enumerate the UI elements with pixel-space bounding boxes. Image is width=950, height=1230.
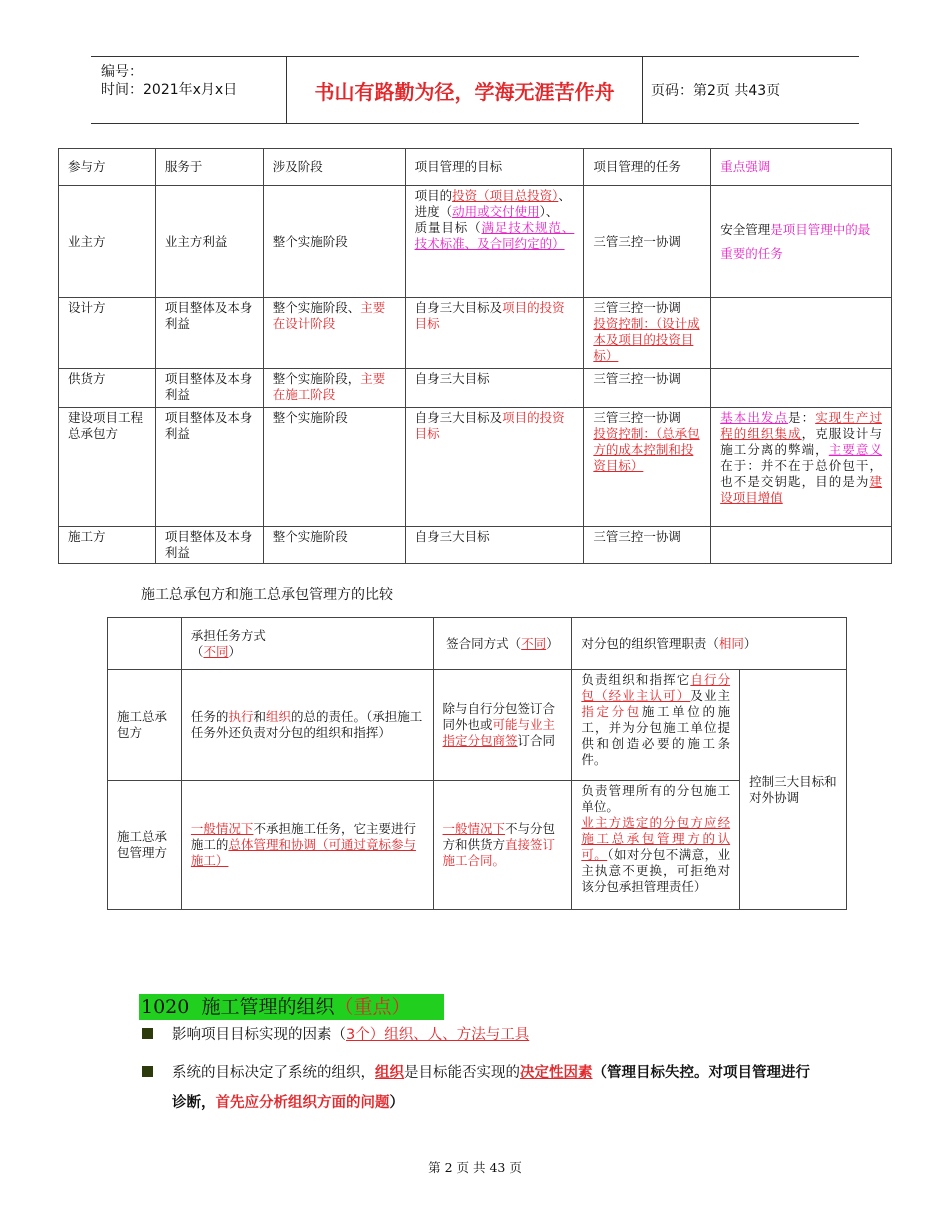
emphasis-highlight: 主要意义 (828, 442, 882, 457)
goal-text: 项目的 (414, 188, 453, 203)
header-left (91, 57, 286, 123)
task-mode-cell (181, 670, 433, 781)
goal-highlight: 项目的投资目标 (414, 410, 565, 441)
party-cell: 施工总承包方 (108, 670, 182, 781)
party-cell: 供货方 (59, 369, 156, 408)
bullet-item (142, 1058, 812, 1118)
header-cell: 项目管理的目标 (405, 149, 584, 186)
table-row (59, 298, 892, 369)
task-cell: 三管三控一协调 (584, 369, 711, 408)
goal-cell (405, 298, 584, 369)
emphasis-cell (711, 408, 892, 527)
party-cell: 业主方 (59, 186, 156, 298)
text: 除与自行分包签订合同外也或 (442, 701, 556, 732)
header-highlight: 相同 (718, 635, 744, 651)
party-cell: 设计方 (59, 298, 156, 369)
stage-cell: 整个实施阶段 (263, 408, 405, 527)
task-highlight: 投资控制：（设计成本及项目的投资目标） (593, 316, 700, 363)
highlight: 指定分包商签 (442, 733, 518, 748)
time-label: 时间：2021年x月x日 (101, 82, 238, 98)
contract-cell (433, 781, 572, 910)
highlight: 决定性因素 (520, 1065, 593, 1081)
section-tag: （重点） (334, 996, 411, 1018)
header-cell: 参与方 (59, 149, 156, 186)
text: 施工单位的施工，并为分包施工单位提供和创造必要的施工条件。 (581, 704, 731, 767)
section-title-text: 施工管理的组织 (201, 996, 335, 1018)
stage-text: 整个实施阶段、 (272, 300, 361, 315)
emphasis-highlight: 建设项目增值 (720, 474, 882, 505)
highlight: 首先应分析组织方面的问题 (215, 1095, 390, 1111)
emphasis-cell (711, 527, 892, 564)
bullet-square-icon (142, 1028, 153, 1039)
highlight: 业主方选定的分包方应经施工总承包管理方的认可。 (581, 815, 731, 862)
text: 任务的 (190, 709, 229, 724)
emphasis-text: 在于：并不在于总价包干，也不是交钥匙，目的是为 (720, 458, 882, 489)
header-cell: 项目管理的任务 (584, 149, 711, 186)
emphasis-text: ，克服设计与施工分离的弊端， (720, 426, 882, 457)
serves-cell: 项目整体及本身利益 (155, 369, 263, 408)
goal-cell (405, 186, 584, 298)
page-footer: 第 2 页 共 43 页 (428, 1160, 522, 1175)
task-cell: 三管三控一协调 (584, 527, 711, 564)
stage-cell: 整个实施阶段 (263, 186, 405, 298)
participants-table (58, 148, 892, 564)
highlight: 自行分包（经业主认可） (581, 672, 731, 703)
goal-text: 自身三大目标及 (414, 410, 503, 425)
party-cell: 建设项目工程总承包方 (59, 408, 156, 527)
number-label: 编号： (101, 64, 143, 80)
text: 不与分包方和供货方 (442, 821, 556, 852)
header-cell (108, 618, 182, 670)
header-text: ） (743, 635, 757, 651)
goal-text: 进度（ (414, 204, 453, 219)
party-cell: 施工总承包管理方 (108, 781, 182, 910)
bullet-item (142, 1020, 812, 1050)
goal-text: 质量目标（ (414, 220, 482, 235)
stage-text: 整个实施阶段， (272, 371, 361, 386)
highlight: 一般情况下 (190, 821, 254, 836)
task-cell: 三管三控一协调 (584, 186, 711, 298)
goal-text: 、 (558, 188, 571, 203)
stage-cell (263, 369, 405, 408)
stage-highlight: 主要在施工阶段 (272, 371, 386, 402)
goal-highlight: 动用或交付使用 (452, 204, 540, 219)
goal-text: ）、 (539, 204, 559, 219)
emphasis-highlight: 基本出发点 (720, 410, 789, 425)
goal-text: 自身三大目标及 (414, 300, 503, 315)
header-cell (433, 618, 572, 670)
table-row (108, 781, 847, 910)
highlight: 3个）组织、人、方法与工具 (346, 1027, 530, 1043)
task-cell (584, 298, 711, 369)
bullet-text (172, 1058, 812, 1118)
party-cell: 施工方 (59, 527, 156, 564)
goal-highlight: 项目的投资目标 (414, 300, 565, 331)
task-cell (584, 408, 711, 527)
table-header-row (59, 149, 892, 186)
table-row (59, 408, 892, 527)
stage-cell (263, 298, 405, 369)
header-text: ） (228, 643, 241, 659)
highlight: 指定分包 (581, 704, 642, 719)
stage-highlight: 主要在设计阶段 (272, 300, 386, 331)
header-text: ） (546, 635, 559, 651)
text: 负责组织和指挥它 (581, 672, 691, 687)
table-row (59, 186, 892, 298)
header-cell (572, 618, 847, 670)
goal-cell: 自身三大目标 (405, 527, 584, 564)
goal-highlight: 满足技术规范、技术标准、及合同约定的） (414, 220, 575, 251)
header-motto: 书山有路勤为径，学海无涯苦作舟 (286, 57, 643, 123)
header-text: （ (190, 643, 204, 659)
section-title (139, 994, 444, 1020)
header-highlight: 不同 (203, 643, 229, 659)
page-header (91, 56, 859, 124)
text: （管理目标失控。对项目管理进行诊断， (172, 1065, 810, 1111)
stage-cell: 整个实施阶段 (263, 527, 405, 564)
header-text: 对分包的组织管理职责（ (581, 635, 719, 651)
header-text: 承担任务方式 (190, 627, 266, 643)
serves-cell: 业主方利益 (155, 186, 263, 298)
shared-duty-cell: 控制三大目标和对外协调 (740, 670, 847, 910)
text: 订合同 (517, 733, 556, 748)
header-cell: 服务于 (155, 149, 263, 186)
task-highlight: 投资控制：（总承包方的成本控制和投资目标） (593, 426, 700, 473)
goal-cell (405, 408, 584, 527)
table-row (108, 670, 847, 781)
header-text: 签合同方式（ (446, 635, 522, 651)
goal-cell: 自身三大目标 (405, 369, 584, 408)
highlight: 执行 (228, 709, 254, 724)
comparison-title: 施工总承包方和施工总承包管理方的比较 (141, 587, 393, 603)
highlight: 总体管理和协调（可通过竟标参与施工） (190, 837, 416, 868)
header-page-info: 页码：第2页 共43页 (651, 83, 781, 99)
table-row (59, 369, 892, 408)
text: 影响项目目标实现的因素（ (172, 1027, 346, 1043)
highlight: 可能与业主 (492, 717, 556, 732)
highlight: 组织 (265, 709, 291, 724)
text: 系统的目标决定了系统的组织， (172, 1065, 375, 1081)
highlight: 一般情况下 (442, 821, 506, 836)
emphasis-text: 是： (788, 410, 816, 425)
header-cell (181, 618, 433, 670)
text: 不承担施工任务，它主要进行施工的 (190, 821, 416, 852)
goal-highlight: 投资（项目总投资） (452, 188, 559, 203)
highlight: 直接签订施工合同。 (442, 837, 556, 868)
duty-cell (572, 781, 740, 910)
emphasis-cell (711, 369, 892, 408)
section-number: 1020 (141, 996, 190, 1018)
task-mode-cell (181, 781, 433, 910)
header-cell: 涉及阶段 (263, 149, 405, 186)
serves-cell: 项目整体及本身利益 (155, 408, 263, 527)
emphasis-highlight: 是项目管理中的最重要的任务 (720, 221, 871, 261)
emphasis-text: 安全管理 (720, 221, 771, 237)
header-highlight: 不同 (521, 635, 547, 651)
task-text: 三管三控一协调 (593, 410, 681, 425)
emphasis-cell (711, 186, 892, 298)
text: ） (389, 1095, 404, 1111)
table-header-row (108, 618, 847, 670)
text: 负责管理所有的分包施工单位。 (581, 783, 731, 814)
duty-cell (572, 670, 740, 781)
text: 及业主 (690, 688, 731, 703)
table-row (59, 527, 892, 564)
text: 的总的责任。（承担施工任务外还负责对分包的组织和指挥） (190, 709, 423, 740)
header-cell: 重点强调 (711, 149, 892, 186)
serves-cell: 项目整体及本身利益 (155, 298, 263, 369)
text: （如对分包不满意，业主执意不更换，可拒绝对该分包承担管理责任） (581, 847, 731, 894)
emphasis-cell (711, 298, 892, 369)
bullet-square-icon (142, 1066, 153, 1077)
serves-cell: 项目整体及本身利益 (155, 527, 263, 564)
task-text: 三管三控一协调 (593, 300, 681, 315)
emphasis-highlight: 实现生产过程的组织集成 (720, 410, 882, 441)
text: 是目标能否实现的 (404, 1065, 520, 1081)
highlight: 组织 (375, 1065, 404, 1081)
contract-cell (433, 670, 572, 781)
bullet-text (172, 1020, 812, 1050)
text: 和 (253, 709, 266, 724)
comparison-table (107, 617, 847, 910)
